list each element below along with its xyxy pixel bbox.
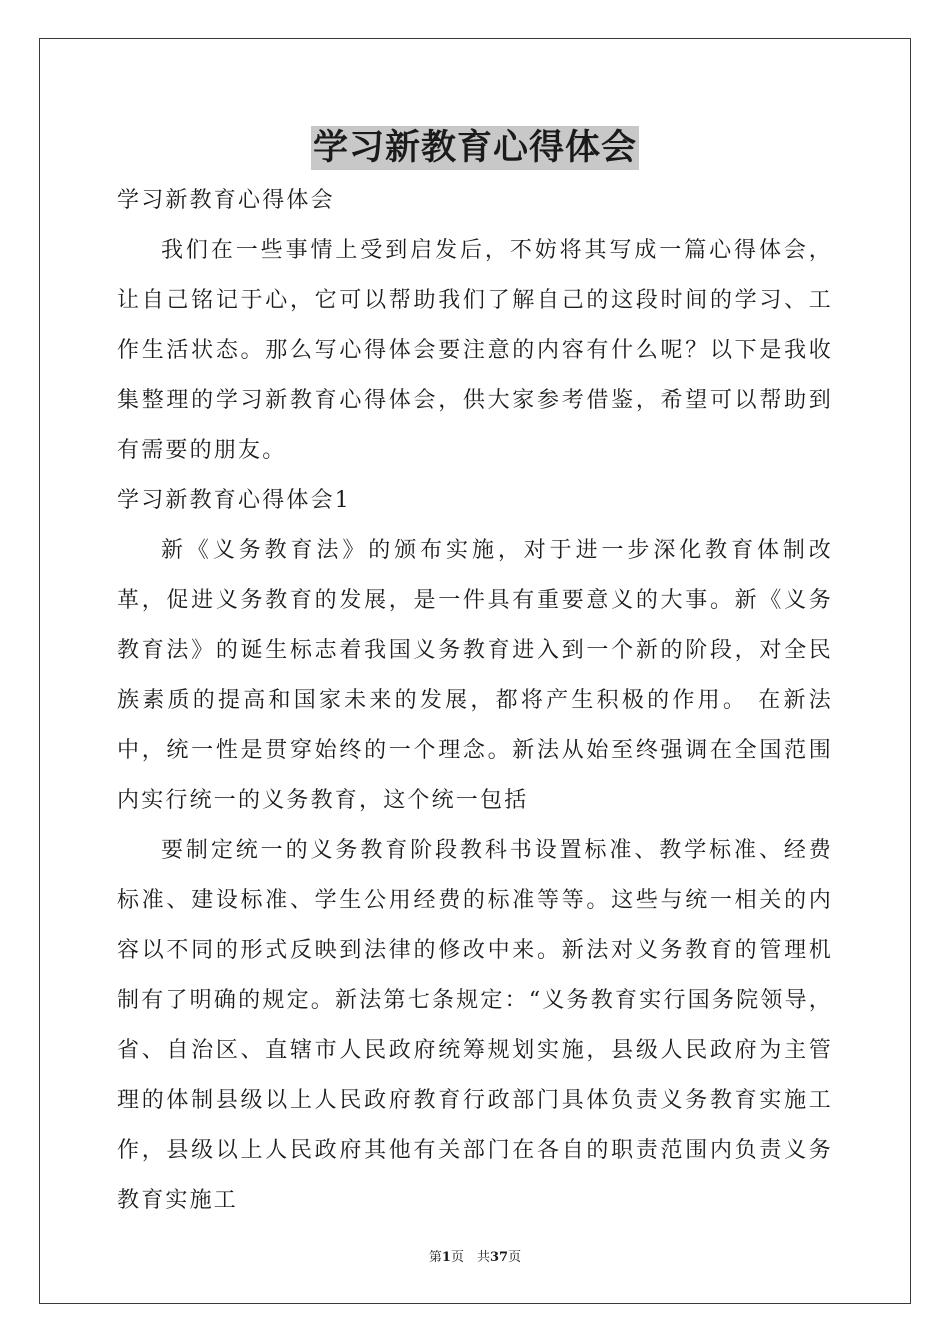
document-body bbox=[117, 176, 833, 1226]
document-title: 学习新教育心得体会 bbox=[312, 127, 637, 168]
page-prefix: 第 bbox=[428, 1250, 442, 1265]
paragraph: 要制定统一的义务教育阶段教科书设置标准、教学标准、经费标准、建设标准、学生公用经费的标准等等。这些与统一相关的内容以不同的形式反映到法律的修改中来。新法对义务教育的管理机制有了明确的规定。新法第七条规定：“义务教育实行国务院领导，省、自治区、直辖市人民政府统筹规划实施，县级人民政府为主管理的体制县级以上人民政府教育行政部门具体负责义务教育实施工作，县级以上人民政府其他有关部门在各自的职责范围内负责义务教育实施工 bbox=[117, 838, 833, 1213]
paragraph: 我们在一些事情上受到启发后，不妨将其写成一篇心得体会，让自己铭记于心，它可以帮助我们了解自己的这段时间的学习、工作生活状态。那么写心得体会要注意的内容有什么呢？以下是我收集整理的学习新教育心得体会，供大家参考借鉴，希望可以帮助到有需要的朋友。 bbox=[117, 238, 833, 463]
page-mid: 页 共 bbox=[450, 1250, 490, 1265]
paragraph: 新《义务教育法》的颁布实施，对于进一步深化教育体制改革，促进义务教育的发展，是一件具有重要意义的大事。新《义务教育法》的诞生标志着我国义务教育进入到一个新的阶段，对全民族素质的提高和国家未来的发展，都将产生积极的作用。 在新法中，统一性是贯穿始终的一个理念。新法从始至终强调在全国范围内实行统一的义务教育，这个统一包括 bbox=[117, 538, 833, 813]
total-pages-number: 37 bbox=[489, 1250, 509, 1265]
paragraph: 学习新教育心得体会 bbox=[117, 188, 335, 213]
page-footer bbox=[0, 1246, 950, 1265]
page-suffix: 页 bbox=[508, 1250, 522, 1265]
title-container bbox=[0, 126, 950, 170]
current-page-number: 1 bbox=[441, 1250, 451, 1265]
paragraph: 学习新教育心得体会1 bbox=[117, 488, 351, 513]
